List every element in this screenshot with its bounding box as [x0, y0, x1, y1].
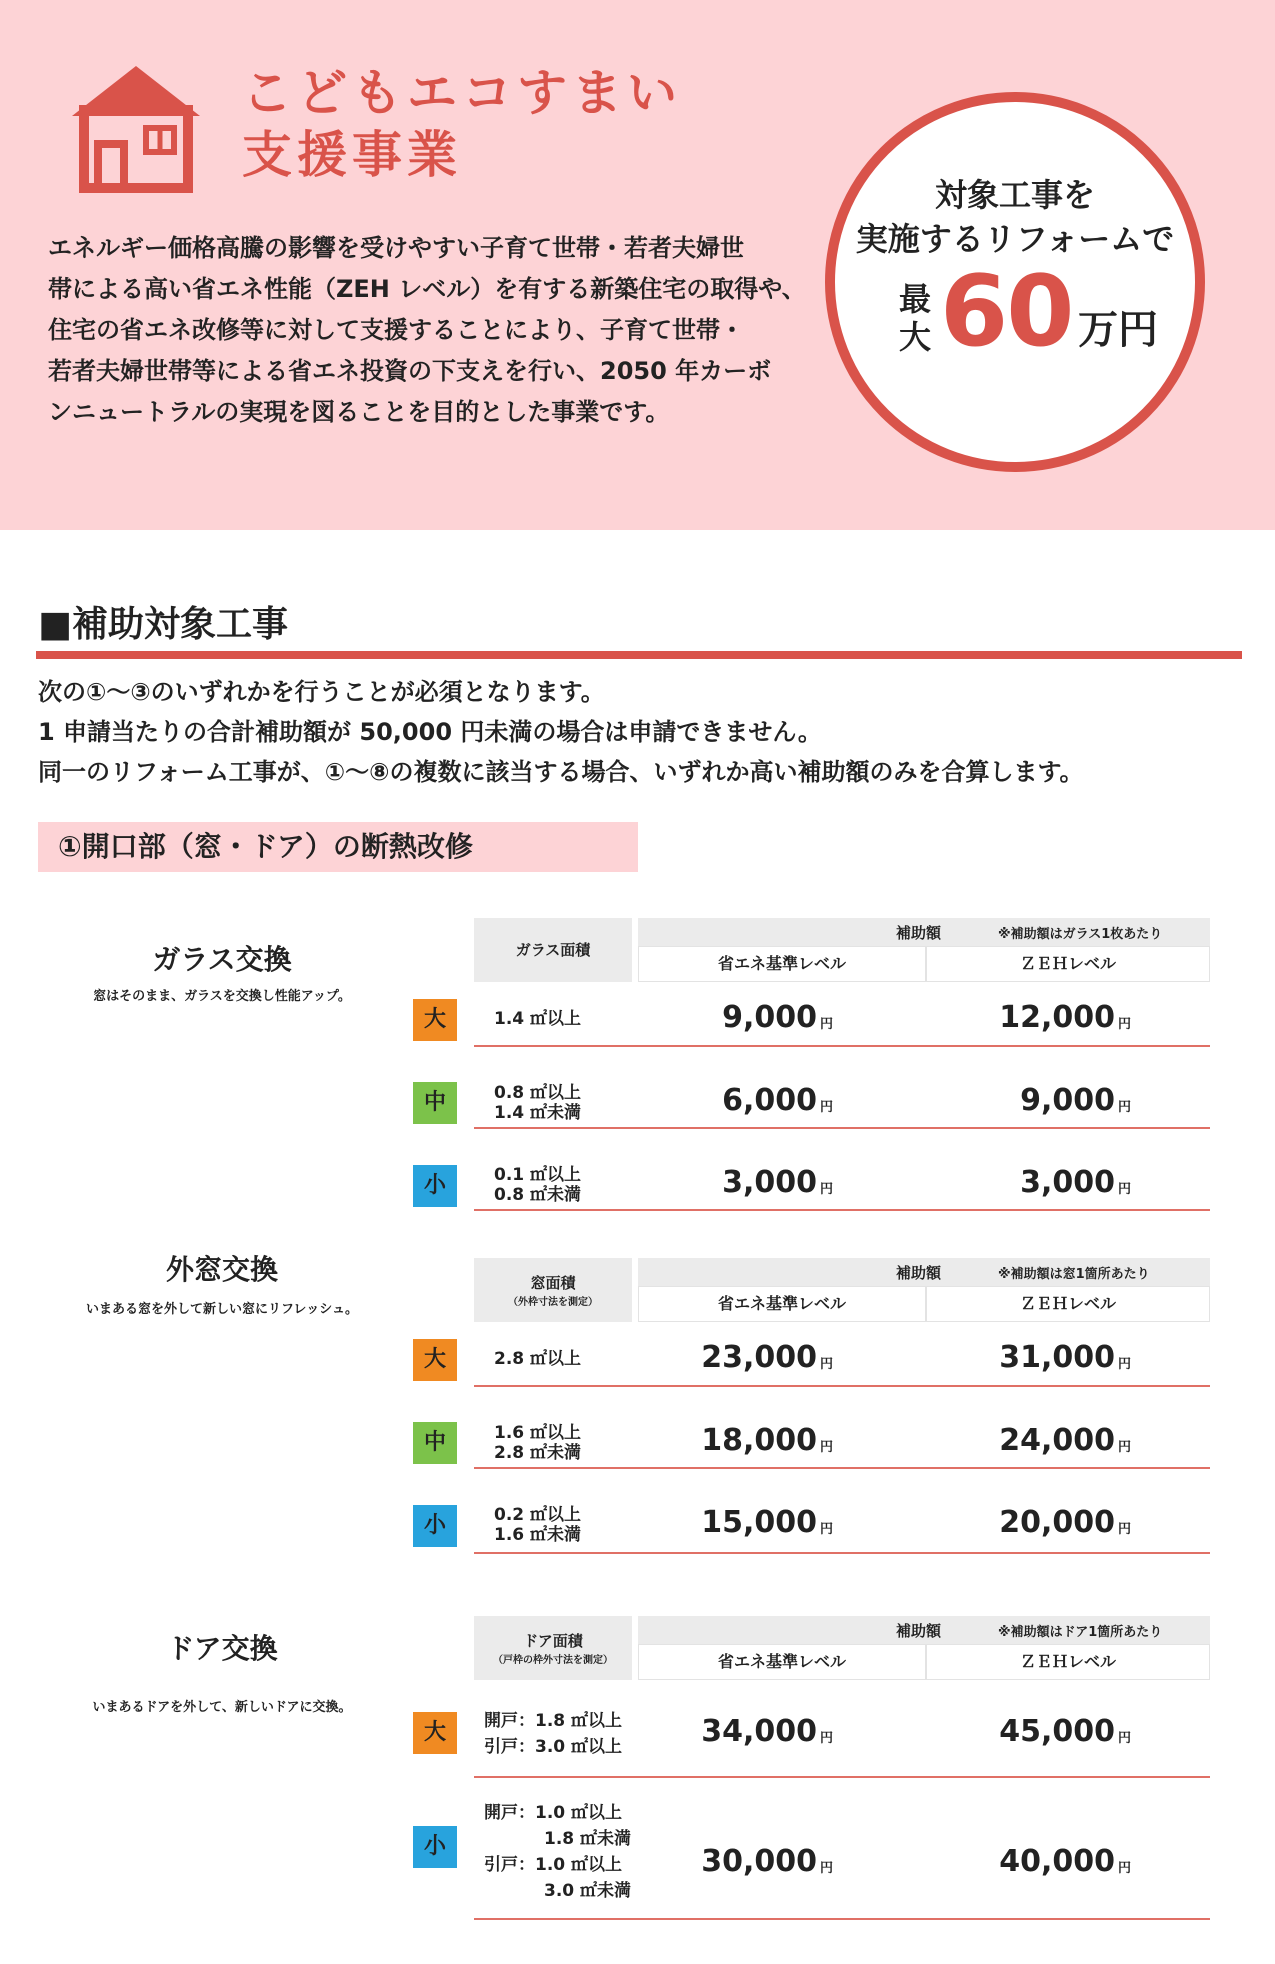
glass-title: ガラス交換 — [152, 943, 292, 976]
badge-max-bottom: 大 — [898, 318, 931, 356]
yen-unit: 円 — [1118, 1017, 1132, 1032]
zeh-amount: 24,000 — [999, 1423, 1115, 1458]
house-icon — [68, 62, 204, 194]
area-range — [494, 1009, 581, 1029]
intro-line: 帯による高い省エネ性能（ZEH レベル）を有する新築住宅の取得や、 — [48, 275, 806, 303]
window-desc: いまある窓を外して新しい窓にリフレッシュ。 — [85, 1302, 359, 1317]
yen-unit: 円 — [820, 1182, 834, 1197]
yen-unit: 円 — [1118, 1522, 1132, 1537]
size-small-badge: 小 — [413, 1826, 457, 1868]
energy-amount: 3,000 — [722, 1165, 817, 1200]
energy-level-header: 省エネ基準レベル — [638, 1286, 926, 1322]
note-line: 1 申請当たりの合計補助額が 50,000 円未満の場合は申請できません。 — [38, 718, 822, 746]
window-area-label: 窓面積 — [530, 1274, 576, 1292]
zeh-amount: 20,000 — [999, 1505, 1115, 1540]
yen-unit: 円 — [820, 1440, 834, 1455]
area-line: 0.2 ㎡以上 — [494, 1505, 582, 1525]
zeh-amount: 45,000 — [999, 1714, 1115, 1749]
note-line: 次の①～③のいずれかを行うことが必須となります。 — [38, 678, 605, 706]
section-divider — [36, 651, 1242, 659]
max-subsidy-badge — [825, 92, 1205, 472]
area-line: 引戸：1.0 ㎡以上 — [484, 1855, 623, 1875]
area-line: 1.6 ㎡未満 — [494, 1525, 582, 1545]
subsidy-label: 補助額 — [896, 924, 942, 942]
window-note: ※補助額は窓1箇所あたり — [998, 1267, 1150, 1282]
zeh-level-header: ＺＥＨレベル — [926, 946, 1210, 982]
badge-line-2: 実施するリフォームで — [855, 220, 1175, 258]
size-small-badge: 小 — [413, 1505, 457, 1547]
glass-note: ※補助額はガラス1枚あたり — [998, 927, 1163, 942]
glass-desc: 窓はそのまま、ガラスを交換し性能アップ。 — [93, 989, 351, 1004]
glass-area-header — [474, 918, 632, 982]
intro-line: ンニュートラルの実現を図ることを目的とした事業です。 — [48, 398, 670, 426]
door-area-note: （戸枠の枠外寸法を測定） — [493, 1655, 613, 1666]
door-desc: いまあるドアを外して、新しいドアに交換。 — [92, 1700, 352, 1715]
area-line: 0.8 ㎡以上 — [494, 1083, 582, 1103]
yen-unit: 円 — [820, 1522, 834, 1537]
size-small-badge: 小 — [413, 1165, 457, 1207]
door-area-label: ドア面積 — [523, 1632, 583, 1650]
row-divider — [474, 1045, 1210, 1047]
window-subsidy-header — [638, 1258, 1210, 1286]
badge-unit: 万円 — [1078, 307, 1158, 353]
row-divider — [474, 1209, 1210, 1211]
yen-unit: 円 — [1118, 1182, 1132, 1197]
row-divider — [474, 1385, 1210, 1387]
yen-unit: 円 — [1118, 1357, 1132, 1372]
zeh-level-header: ＺＥＨレベル — [926, 1286, 1210, 1322]
door-subsidy-header — [638, 1616, 1210, 1644]
area-line: 1.4 ㎡未満 — [494, 1103, 582, 1123]
section-notes — [38, 672, 1084, 792]
size-large-badge: 大 — [413, 1339, 457, 1381]
window-area-note: （外枠寸法を測定） — [508, 1297, 598, 1308]
glass-subsidy-header — [638, 918, 1210, 946]
zeh-level-header: ＺＥＨレベル — [926, 1644, 1210, 1680]
intro-line: 住宅の省エネ改修等に対して支援することにより、子育て世帯・ — [48, 316, 744, 344]
yen-unit: 円 — [1118, 1731, 1132, 1746]
area-range — [484, 1800, 631, 1904]
yen-unit: 円 — [820, 1357, 834, 1372]
row-divider — [474, 1918, 1210, 1920]
area-range — [494, 1165, 581, 1205]
title-line-1: こどもエコすまい — [242, 64, 682, 122]
door-title: ドア交換 — [166, 1632, 278, 1665]
size-large-badge: 大 — [413, 1712, 457, 1754]
size-medium-badge: 中 — [413, 1422, 457, 1464]
subsidy-label: 補助額 — [896, 1264, 942, 1282]
badge-line-1: 対象工事を — [934, 176, 1095, 214]
energy-amount: 9,000 — [722, 1000, 817, 1035]
badge-max-label — [895, 280, 935, 356]
zeh-amount: 12,000 — [999, 1000, 1115, 1035]
intro-line: 若者夫婦世帯等による省エネ投資の下支えを行い、2050 年カーボ — [48, 357, 772, 385]
intro-text — [48, 228, 818, 433]
area-line: 引戸：3.0 ㎡以上 — [484, 1737, 623, 1757]
note-line: 同一のリフォーム工事が、①～⑧の複数に該当する場合、いずれか高い補助額のみを合算します。 — [38, 758, 1084, 786]
row-divider — [474, 1467, 1210, 1469]
page-title — [242, 62, 682, 186]
yen-unit: 円 — [820, 1731, 834, 1746]
subsection-title: ①開口部（窓・ドア）の断熱改修 — [38, 822, 638, 872]
row-divider — [474, 1552, 1210, 1554]
row-divider — [474, 1776, 1210, 1778]
area-range — [494, 1083, 581, 1123]
yen-unit: 円 — [820, 1861, 834, 1876]
yen-unit: 円 — [1118, 1440, 1132, 1455]
size-medium-badge: 中 — [413, 1082, 457, 1124]
zeh-amount: 3,000 — [1020, 1165, 1115, 1200]
size-large-badge: 大 — [413, 999, 457, 1041]
zeh-amount: 31,000 — [999, 1340, 1115, 1375]
energy-level-header: 省エネ基準レベル — [638, 1644, 926, 1680]
area-line: 2.8 ㎡以上 — [494, 1349, 582, 1369]
yen-unit: 円 — [820, 1017, 834, 1032]
area-line: 開戸：1.0 ㎡以上 — [484, 1803, 623, 1823]
energy-level-header: 省エネ基準レベル — [638, 946, 926, 982]
energy-amount: 34,000 — [701, 1714, 817, 1749]
title-line-2: 支援事業 — [242, 126, 462, 184]
energy-amount: 18,000 — [701, 1423, 817, 1458]
area-line: 0.8 ㎡未満 — [494, 1185, 582, 1205]
badge-max-top: 最 — [898, 280, 931, 318]
yen-unit: 円 — [1118, 1100, 1132, 1115]
subsidy-label: 補助額 — [896, 1622, 942, 1640]
energy-amount: 6,000 — [722, 1083, 817, 1118]
area-range — [494, 1505, 581, 1545]
energy-amount: 15,000 — [701, 1505, 817, 1540]
area-line: 1.4 ㎡以上 — [494, 1009, 582, 1029]
yen-unit: 円 — [1118, 1861, 1132, 1876]
section-title: ■補助対象工事 — [38, 604, 289, 645]
area-line: 2.8 ㎡未満 — [494, 1443, 582, 1463]
window-area-header — [474, 1258, 632, 1322]
intro-line: エネルギー価格高騰の影響を受けやすい子育て世帯・若者夫婦世 — [48, 234, 744, 262]
area-range — [494, 1423, 581, 1463]
area-range — [484, 1708, 622, 1760]
area-line: 開戸：1.8 ㎡以上 — [484, 1711, 623, 1731]
door-note: ※補助額はドア1箇所あたり — [998, 1625, 1163, 1640]
row-divider — [474, 1127, 1210, 1129]
area-line: 1.6 ㎡以上 — [494, 1423, 582, 1443]
glass-area-label: ガラス面積 — [515, 941, 591, 959]
zeh-amount: 9,000 — [1020, 1083, 1115, 1118]
zeh-amount: 40,000 — [999, 1844, 1115, 1879]
badge-amount: 60 — [940, 255, 1073, 369]
area-line: 3.0 ㎡未満 — [544, 1881, 632, 1901]
door-area-header — [474, 1616, 632, 1680]
area-line: 0.1 ㎡以上 — [494, 1165, 582, 1185]
energy-amount: 23,000 — [701, 1340, 817, 1375]
window-title: 外窓交換 — [165, 1253, 278, 1286]
area-line: 1.8 ㎡未満 — [544, 1829, 632, 1849]
energy-amount: 30,000 — [701, 1844, 817, 1879]
area-range — [494, 1349, 581, 1369]
yen-unit: 円 — [820, 1100, 834, 1115]
